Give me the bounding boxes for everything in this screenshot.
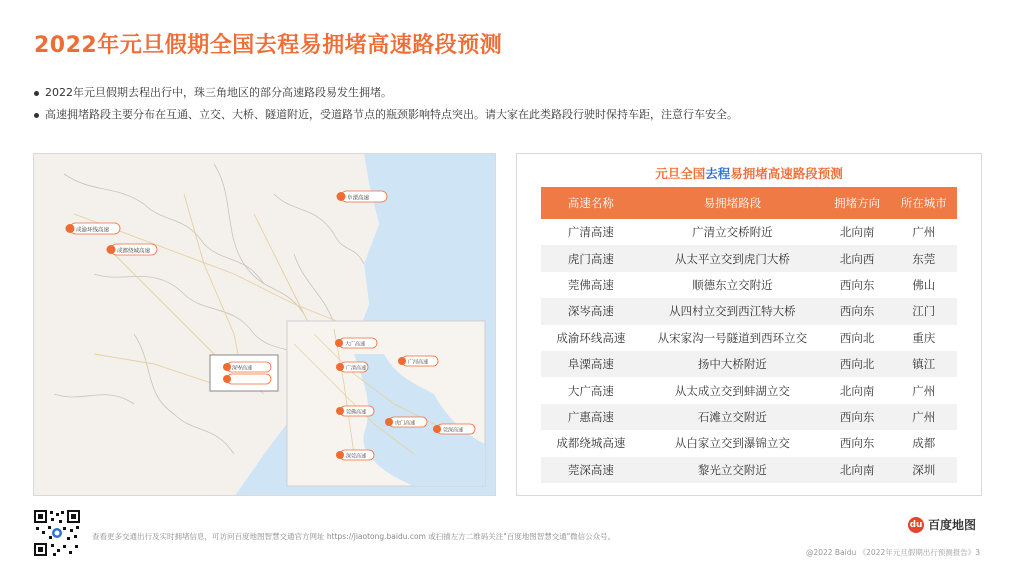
table-cell: 从四村立交到西江特大桥 [641,298,824,324]
svg-text:成渝环线高速: 成渝环线高速 [76,227,110,234]
table-row [541,325,957,351]
table-cell: 从宋家沟一号隧道到西环立交 [657,330,808,345]
forecast-table [541,187,957,483]
table-cell: 江门 [890,298,957,324]
footer-copyright: @2022 Baidu 《2022年元旦假期出行预测报告》3 [805,548,980,557]
table-cell: 广州 [890,404,957,430]
map-graphic [34,154,496,496]
map-pin [398,356,438,366]
table-cell: 黎光立交附近 [641,457,824,483]
table-row [541,457,957,483]
table-cell: 大广高速 [567,383,614,398]
column-header: 易拥堵路段 [641,187,824,219]
table-cell: 深圳 [890,457,957,483]
table-cell: 西向北 [824,351,891,377]
table-row [541,219,957,245]
table-body [541,219,957,483]
table-cell: 北向南 [839,225,875,240]
baidu-map-logo-icon: du [908,517,924,533]
map-pin [66,223,121,234]
table-header-row [541,187,957,219]
table-cell: 北向南 [839,383,875,398]
table-cell: 从太平立交到虎门大桥 [641,245,824,271]
svg-text:深岑高速: 深岑高速 [232,365,253,372]
table-cell: 北向南 [824,457,891,483]
map-pin [336,450,374,460]
map-pin [336,406,374,416]
table-cell: 西向东 [824,298,891,324]
table-cell: 西向北 [839,330,875,345]
footer-note: 查看更多交通出行及实时拥堵信息，可访问百度地图智慧交通官方网址 https://jiaotong.baidu.com 或扫描左方二维码关注"百度地图智慧交通"微信公众号。 [92,532,616,541]
table-cell: 成渝环线高速 [556,330,626,345]
map-pin [433,424,475,434]
map-pin [337,191,388,202]
table-cell: 重庆 [912,330,936,345]
table-cell: 从白家立交到瀑锦立交 [674,436,790,451]
table-row [541,272,957,298]
table-cell: 西向东 [839,277,875,292]
column-header: 拥堵方向 [824,187,891,219]
table-cell: 东莞 [890,245,957,271]
column-header: 高速名称 [541,187,641,219]
svg-text:广河高速: 广河高速 [408,359,429,366]
map-pin [107,244,158,255]
table-cell: 广州 [912,383,936,398]
table-cell: 扬中大桥附近 [641,351,824,377]
table-title: 元旦全国去程易拥堵高速路段预测 [655,166,843,181]
table-cell: 石滩立交附近 [641,404,824,430]
bullet-item: 2022年元旦假期去程出行中，珠三角地区的部分高速路段易发生拥堵。 [34,82,738,104]
column-header: 所在城市 [890,187,957,219]
forecast-table-panel [516,153,982,496]
table-cell: 从太成立交到蚌湖立交 [674,383,790,398]
table-cell: 虎门高速 [541,245,641,271]
table-row [541,245,957,271]
table-row [541,377,957,403]
table-cell: 西向东 [824,404,891,430]
bullet-item: 高速拥堵路段主要分布在互通、立交、大桥、隧道附近，受道路节点的瓶颈影响特点突出。请大家在此类路段行驶时保持车距，注意行车安全。 [34,104,738,126]
bullet-dot-icon [34,113,39,118]
svg-text:莞佛高速: 莞佛高速 [346,409,367,416]
summary-bullets [34,82,738,126]
table-row [541,351,957,377]
qr-code [33,509,81,557]
table-row [541,430,957,456]
table-cell: 莞佛高速 [567,277,614,292]
bullet-dot-icon [34,91,39,96]
table-cell: 阜溧高速 [541,351,641,377]
svg-text:广清高速: 广清高速 [346,365,367,372]
map-pin [336,362,368,372]
table-cell: 广清立交桥附近 [692,225,773,240]
map-pin [385,417,427,427]
svg-text:莞深高速: 莞深高速 [443,427,464,434]
table-cell: 顺德东立交附近 [692,277,773,292]
table-cell: 广惠高速 [541,404,641,430]
table-cell: 深岑高速 [541,298,641,324]
svg-text:深莞高速: 深莞高速 [346,453,367,460]
table-cell: 成都 [912,436,936,451]
table-row [541,404,957,430]
map-pin [335,338,377,348]
table-cell: 佛山 [912,277,936,292]
table-cell: 西向东 [839,436,875,451]
page-title: 2022年元旦假期全国去程易拥堵高速路段预测 [34,33,503,58]
table-row [541,298,957,324]
svg-text:阜溧高速: 阜溧高速 [347,195,370,202]
svg-text:大广高速: 大广高速 [345,341,366,348]
table-cell: 莞深高速 [541,457,641,483]
svg-text:成都绕城高速: 成都绕城高速 [117,248,151,255]
table-cell: 镇江 [890,351,957,377]
svg-text:虎门高速: 虎门高速 [395,420,416,427]
table-cell: 成都绕城高速 [556,436,626,451]
brand-logo: du 百度地图 [909,518,977,532]
congestion-map [33,153,496,496]
table-cell: 广州 [912,225,936,240]
table-cell: 北向西 [824,245,891,271]
table-cell: 广清高速 [567,225,614,240]
